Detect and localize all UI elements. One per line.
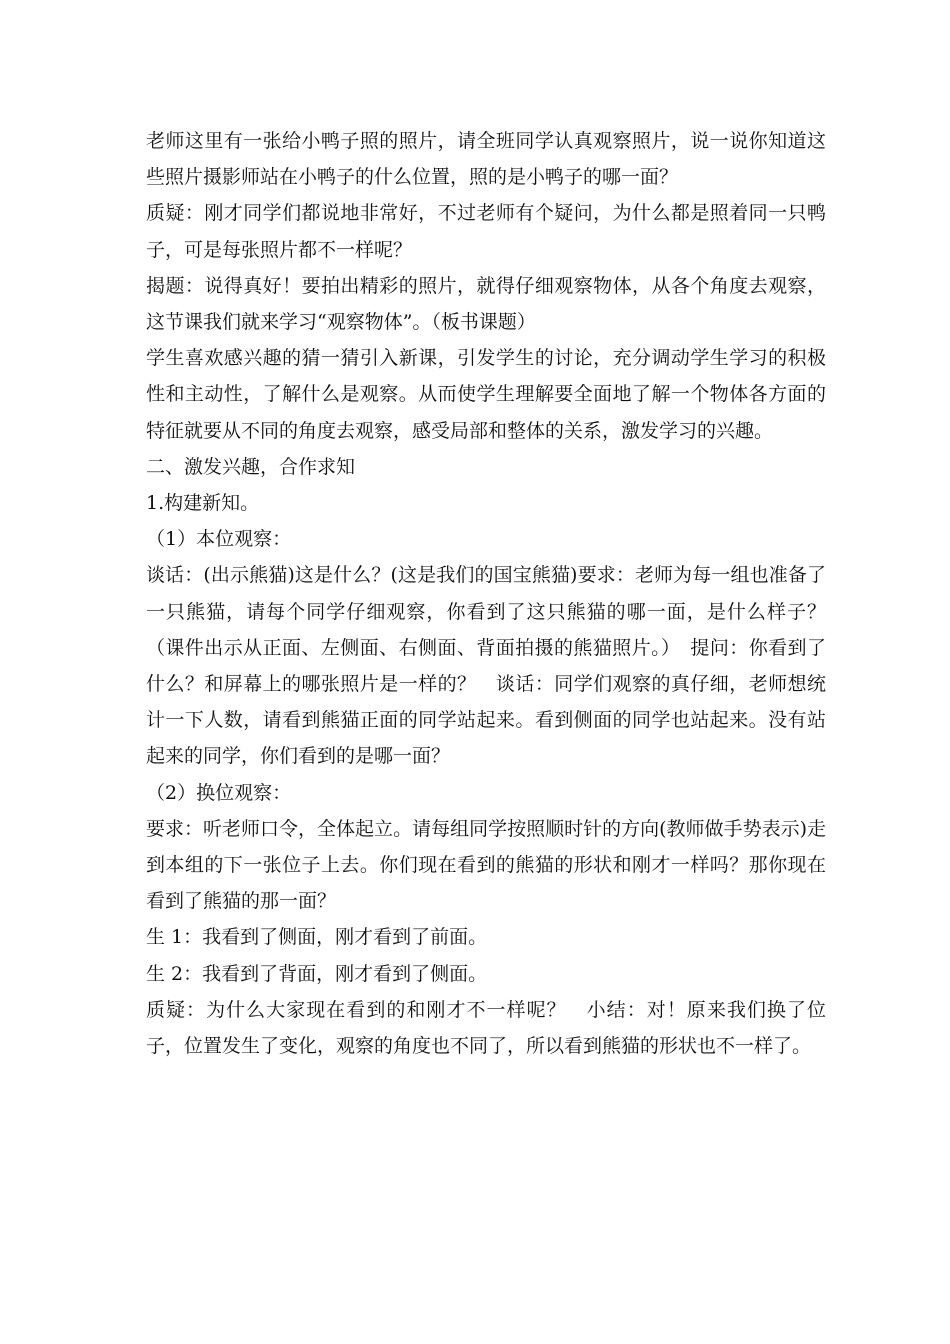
section-heading: 二、激发兴趣，合作求知 bbox=[146, 455, 356, 478]
item-heading-1: （1）本位观察： bbox=[146, 528, 292, 551]
paragraph-reveal-topic: 揭题：说得真好！要拍出精彩的照片，就得仔细观察物体，从各个角度去观察，这节课我们就来学习“观察物体”。（板书课题） bbox=[146, 274, 826, 334]
paragraph-student-1: 生 1：我看到了侧面，刚才看到了前面。 bbox=[146, 926, 488, 949]
paragraph-panda-observe: 谈话：(出示熊猫)这是什么？(这是我们的国宝熊猫)要求：老师为每一组也准备了一只熊猫，请每个同学仔细观察，你看到了这只熊猫的哪一面，是什么样子？（课件出示从正面、左侧面、右侧面、背面拍摄的熊猫照片。） 提问：你看到了什么？和屏幕上的哪张照片是一样的？ 谈话：同学们观察的真仔细，老师想统计一下人数，请看到熊猫正面的同学站起来。看到侧面的同学也站起来。没有站起来的同学，你们看到的是哪一面？ bbox=[146, 564, 826, 768]
paragraph-switch-seats: 要求：听老师口令，全体起立。请每组同学按照顺时针的方向(教师做手势表示)走到本组的下一张位子上去。你们现在看到的熊猫的形状和刚才一样吗？那你现在看到了熊猫的那一面？ bbox=[146, 817, 826, 913]
paragraph-student-2: 生 2：我看到了背面，刚才看到了侧面。 bbox=[146, 962, 488, 985]
paragraph-intro-photo: 老师这里有一张给小鸭子照的照片，请全班同学认真观察照片，说一说你知道这些照片摄影师站在小鸭子的什么位置，照的是小鸭子的哪一面？ bbox=[146, 130, 826, 189]
paragraph-question: 质疑：刚才同学们都说地非常好，不过老师有个疑问，为什么都是照着同一只鸭子，可是每张照片都不一样呢？ bbox=[146, 202, 826, 261]
paragraph-design-intent: 学生喜欢感兴趣的猜一猜引入新课，引发学生的讨论，充分调动学生学习的积极性和主动性，了解什么是观察。从而使学生理解要全面地了解一个物体各方面的特征就要从不同的角度去观察，感受局部和整体的关系，激发学习的兴趣。 bbox=[146, 347, 826, 442]
document-page bbox=[146, 123, 826, 1064]
subsection-heading: 1.构建新知。 bbox=[146, 492, 260, 515]
item-heading-2: （2）换位观察： bbox=[146, 781, 292, 804]
paragraph-summary: 质疑：为什么大家现在看到的和刚才不一样呢？ 小结：对！原来我们换了位子，位置发生了变化，观察的角度也不同了，所以看到熊猫的形状也不一样了。 bbox=[146, 998, 826, 1058]
